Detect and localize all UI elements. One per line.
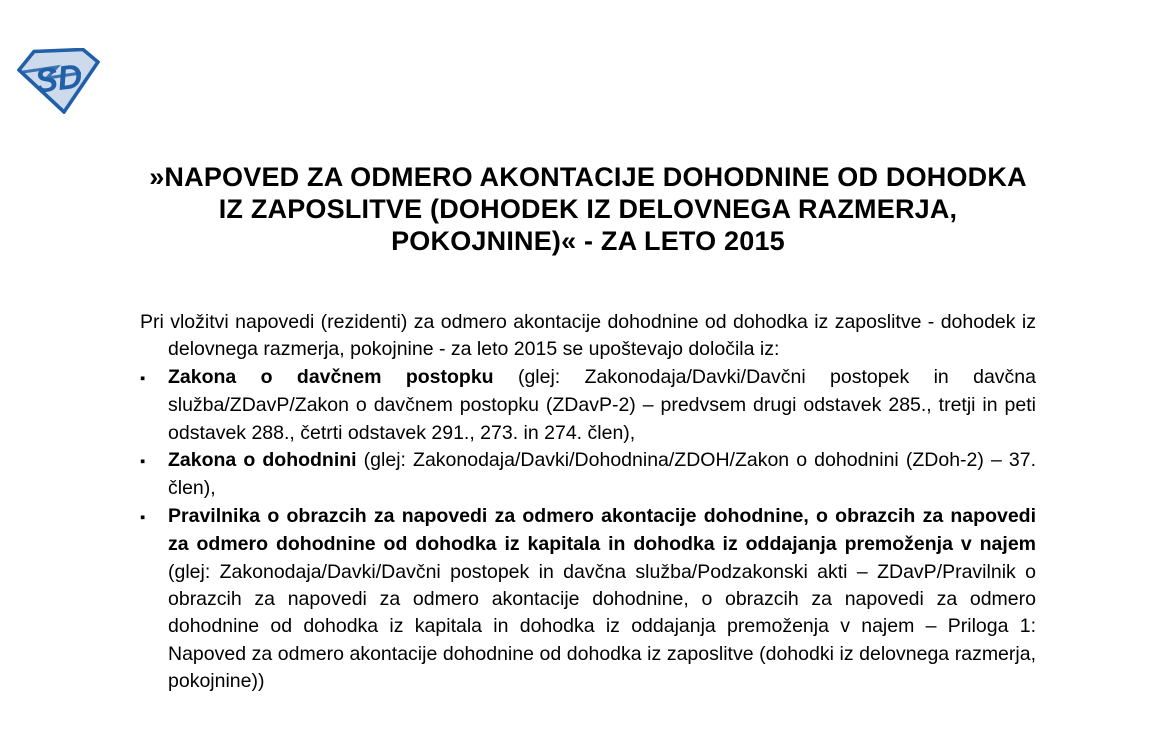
bullet-bold-text: Zakona o davčnem postopku	[168, 365, 494, 388]
bullet-item-zdoh	[140, 447, 1036, 503]
bullet-bold-text: Pravilnika o obrazcih za napovedi za odmero akontacije dohodnine, o obrazcih za napovedi za odmero dohodnine od dohodka iz kapitala in dohodka iz oddajanja premoženja v najem	[168, 504, 1036, 556]
bullet-item-pravilnik	[140, 503, 1036, 696]
document-title	[140, 161, 1036, 257]
bullet-rest-text: (glej: Zakonodaja/Davki/Davčni postopek in davčna služba/ZDavP/Zakon o davčnem postopku (ZDavP-2) – predvsem drugi odstavek 285., tretji in peti odstavek 288., četrti odstavek 291., 273. in 274. člen),	[168, 365, 1036, 444]
title-line-3: POKOJNINE)« - ZA LETO 2015	[391, 226, 785, 256]
bullet-square-icon: ▪	[140, 508, 146, 526]
bullet-square-icon: ▪	[140, 369, 146, 387]
document-content	[140, 0, 1036, 696]
title-line-2: IZ ZAPOSLITVE (DOHODEK IZ DELOVNEGA RAZMERJA,	[218, 194, 958, 224]
bullet-item-zdavp	[140, 364, 1036, 447]
bullet-bold-text: Zakona o dohodnini	[168, 449, 357, 472]
logo-letters: SD	[32, 57, 85, 101]
bullet-rest-text: (glej: Zakonodaja/Davki/Dohodnina/ZDOH/Zakon o dohodnini (ZDoh-2) – 37. člen),	[168, 449, 1037, 500]
bullet-rest-text: (glej: Zakonodaja/Davki/Davčni postopek in davčna služba/Podzakonski akti – ZDavP/Pravilnik o obrazcih za napovedi za odmero akontacije dohodnine, o obrazcih za napovedi za odmero dohodnine od dohodka iz kapitala in dohodka iz oddajanja premoženja v najem – Priloga 1: Napoved za odmero akontacije dohodnine od dohodka iz zaposlitve (dohodki iz delovnega razmerja, pokojnine))	[168, 560, 1036, 693]
bullet-list	[140, 364, 1036, 696]
intro-paragraph: Pri vložitvi napovedi (rezidenti) za odmero akontacije dohodnine od dohodka iz zaposlitve - dohodek iz delovnega razmerja, pokojnine - za leto 2015 se upoštevajo določila iz:	[140, 311, 1036, 361]
sd-shield-logo-icon	[17, 48, 100, 114]
bullet-square-icon: ▪	[140, 453, 146, 471]
title-line-1: »NAPOVED ZA ODMERO AKONTACIJE DOHODNINE OD DOHODKA	[149, 162, 1027, 192]
